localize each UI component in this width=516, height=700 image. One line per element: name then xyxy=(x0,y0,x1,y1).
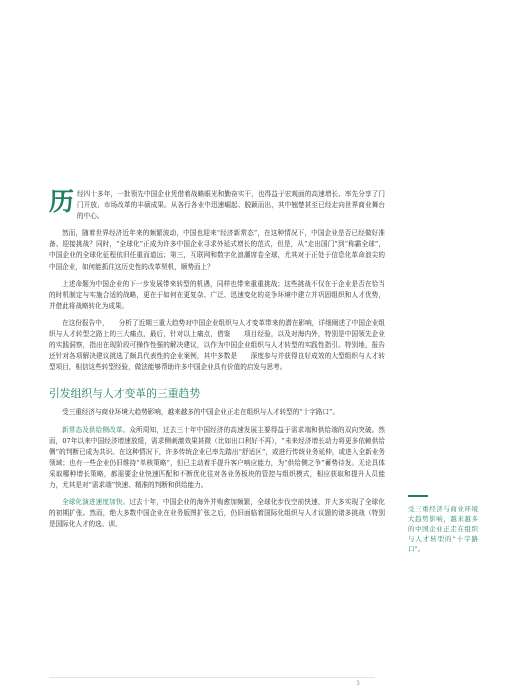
section-lead-paragraph: 受三重经济与商业环境大趋势影响，越来越多的中国企业正走在组织与人才转型的“十字路口”。 xyxy=(62,408,340,417)
intro-paragraph-2: 然而，随着世界经济近年来的频繁波动，中国也迎来“经济新常态”，在这种情况下，中国企业是否已经做好准备、迎接挑战？同时，“全球化”正成为许多中国企业寻求外延式增长的范式，但是，从“走出国门”到“称霸全球”，中国企业的全球化征程依旧任重而道远；第三，互联网和数字化浪潮席卷全球，尤其对于正处于信息化革命浪尖的中国企业，如何能抓住这历史性的改革契机，顺势而上？ xyxy=(49,229,385,271)
intro-paragraph-4: 在这份报告中， 分析了近期三重大趋势对中国企业组织与人才变革带来的潜在影响，详细阐述了中国企业组织与人才转型之路上的三大痛点，最后，针对以上痛点，借鉴 项目经验，以及对海内外，特别是中国领先企业的实践洞察，指出在现阶段可操作性强的解决建议，以作为中国企业组织与人才转型的实践性指引。特别地，报告还针对各项解决建议挑选了颇具代表性的企业案例，其中多数是 深度参与并获得良好成效的大型组织与人才转型项目，相信这些转型经验，做法能够帮助许多中国企业具有价值的启发与思考。 xyxy=(49,318,385,372)
trend-1-label: 新常态及供给侧改革。 xyxy=(62,425,130,434)
intro-paragraph-3: 上述命题为中国企业的下一步发展带来转型的机遇，同样也带来重重挑战；这些挑战不仅在于企业是否在恰当的时机制定与实施合适的战略，更在于如何在更复杂、广泛、迅速变化的竞争环境中建立并巩固组织和人才优势，并借此将战略转化为成果。 xyxy=(49,279,385,310)
intro-paragraph-1-text: 经四十多年，一批领先中国企业凭借着战略眼光和勤奋实干，也得益于宏观面的高速增长、率先分享了门门开放、市场改革的丰硕成果。从各行各业中迅速崛起、脱颖而出，其中翘楚甚至已经走向世界商业舞台的中心。 xyxy=(77,190,385,221)
trend-2-text: 过去十年，中国企业的海外并购愈加频繁，全球化步伐空前快速，并大多实现了全球化的初期扩张。然而，绝大多数中国企业在业务版图扩张之后，仍旧面临着国际化组织与人才议题的诸多挑战（特别是国际化人才的选、训、 xyxy=(49,498,386,529)
trend-2-label: 全球化演进速度加快。 xyxy=(62,498,130,507)
section-heading: 引发组织与人才变革的三重趋势 xyxy=(49,387,201,401)
trend-2-paragraph xyxy=(49,497,385,530)
pull-quote-text: 受三重经济与商业环境大趋势影响，越来越多的中国企业正走在组织与人才转型的“十字路口”。 xyxy=(408,505,478,553)
trend-1-paragraph xyxy=(49,425,385,492)
page-number: 3 xyxy=(356,680,360,687)
footer-divider xyxy=(49,677,375,678)
drop-cap: 历 xyxy=(49,187,75,216)
trend-1-text: 众所周知，过去三十年中国经济的高速发展主要得益于需求端和供给端的双向突破。然而，07年以来中国经济增速放缓，需求侧刺激效果甚微（比如出口利好不再），“未来经济增长动力将更多依赖供给侧”的判断已成为共识。在这种情况下，许多传统企业已率先踏出“舒适区”，或进行传统业务延伸，或进入全新业务领域；也有一些企业仍旧维持“单核策略”，但已主动着手提升客户响应能力，为“供给侧之争”蓄势待发。无论具体采取哪种增长策略，都需要企业快速匹配和不断优化往对各业务板块的管控与组织模式，相应获取和提升人员能力，尤其是对“需求端”快速、精准的判断和供给能力。 xyxy=(49,425,386,489)
main-column xyxy=(49,189,385,530)
pull-quote xyxy=(408,495,478,554)
intro-paragraph-1 xyxy=(49,189,385,222)
pull-quote-rule xyxy=(408,495,428,497)
